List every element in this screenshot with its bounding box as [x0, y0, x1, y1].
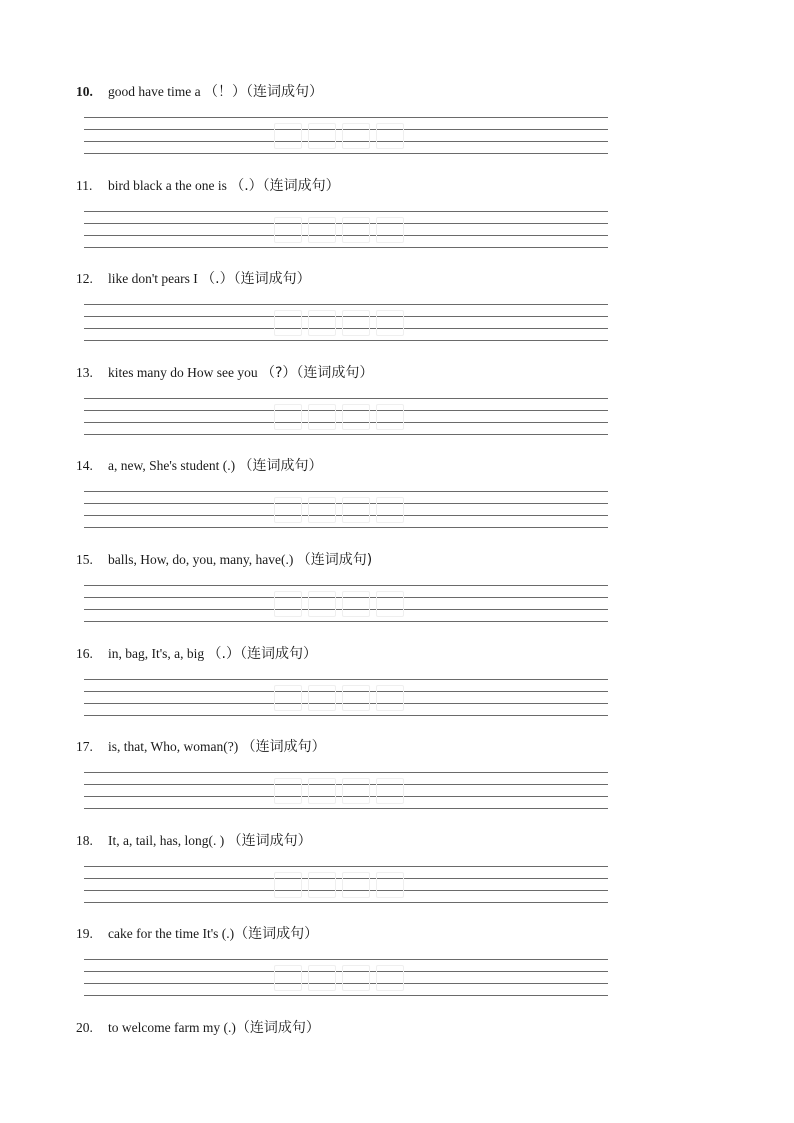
instruction-tag: （连词成句） — [241, 739, 326, 755]
question-number: 18. — [76, 833, 93, 848]
writing-rule — [84, 679, 608, 680]
watermark-glyph — [308, 404, 336, 430]
instruction-tag: （！）（连词成句） — [203, 84, 323, 100]
scrambled-words: like don't pears I — [108, 271, 202, 286]
watermark-glyph — [308, 591, 336, 617]
answer-lines[interactable] — [84, 772, 608, 810]
scrambled-words: kites many do How see you — [108, 365, 261, 380]
writing-rule — [84, 527, 608, 528]
writing-rule — [84, 117, 608, 118]
watermark-glyph — [274, 685, 302, 711]
question-number: 12. — [76, 271, 93, 286]
watermark-glyph — [376, 404, 404, 430]
watermark-glyph — [308, 310, 336, 336]
watermark-logo — [274, 778, 404, 804]
watermark-logo — [274, 217, 404, 243]
watermark-glyph — [342, 497, 370, 523]
writing-rule — [84, 304, 608, 305]
writing-rule — [84, 959, 608, 960]
writing-rule — [84, 808, 608, 809]
watermark-glyph — [342, 123, 370, 149]
watermark-glyph — [308, 123, 336, 149]
question-number: 11. — [76, 178, 93, 193]
scrambled-words: is, that, Who, woman(?) — [108, 739, 242, 754]
watermark-glyph — [274, 404, 302, 430]
instruction-tag: （连词成句） — [235, 1020, 320, 1036]
question-number: 15. — [76, 552, 93, 567]
watermark-glyph — [308, 872, 336, 898]
writing-rule — [84, 621, 608, 622]
watermark-glyph — [342, 778, 370, 804]
watermark-logo — [274, 497, 404, 523]
watermark-glyph — [342, 685, 370, 711]
writing-rule — [84, 491, 608, 492]
watermark-logo — [274, 685, 404, 711]
answer-lines[interactable] — [84, 398, 608, 436]
watermark-glyph — [376, 685, 404, 711]
watermark-glyph — [274, 778, 302, 804]
question-number: 16. — [76, 646, 93, 661]
question-number: 20. — [76, 1020, 93, 1035]
question-prompt — [76, 364, 373, 382]
answer-lines[interactable] — [84, 679, 608, 717]
watermark-glyph — [308, 965, 336, 991]
question-prompt — [76, 457, 323, 475]
writing-rule — [84, 247, 608, 248]
question-number: 19. — [76, 926, 93, 941]
question-prompt — [76, 925, 318, 943]
question-prompt — [76, 551, 372, 569]
answer-lines[interactable] — [84, 491, 608, 529]
instruction-tag: （.）（连词成句） — [201, 271, 311, 287]
scrambled-words: It, a, tail, has, long(. ) — [108, 833, 228, 848]
watermark-glyph — [376, 872, 404, 898]
instruction-tag: （?）（连词成句） — [260, 365, 374, 381]
question-number: 13. — [76, 365, 93, 380]
scrambled-words: good have time a — [108, 84, 204, 99]
instruction-tag: （连词成句） — [238, 458, 323, 474]
answer-lines[interactable] — [84, 959, 608, 997]
watermark-logo — [274, 123, 404, 149]
watermark-glyph — [376, 591, 404, 617]
watermark-glyph — [376, 497, 404, 523]
writing-rule — [84, 211, 608, 212]
watermark-glyph — [376, 778, 404, 804]
writing-rule — [84, 902, 608, 903]
instruction-tag: （.）（连词成句） — [207, 646, 317, 662]
watermark-glyph — [342, 872, 370, 898]
watermark-glyph — [376, 123, 404, 149]
question-number: 10. — [76, 84, 93, 99]
watermark-logo — [274, 310, 404, 336]
watermark-glyph — [274, 123, 302, 149]
watermark-glyph — [342, 965, 370, 991]
watermark-glyph — [342, 310, 370, 336]
watermark-logo — [274, 591, 404, 617]
question-prompt — [76, 738, 326, 756]
question-prompt — [76, 177, 340, 195]
watermark-glyph — [342, 217, 370, 243]
writing-rule — [84, 153, 608, 154]
watermark-glyph — [376, 310, 404, 336]
question-prompt — [76, 1019, 320, 1037]
writing-rule — [84, 995, 608, 996]
answer-lines[interactable] — [84, 117, 608, 155]
answer-lines[interactable] — [84, 211, 608, 249]
scrambled-words: cake for the time It's (.) — [108, 926, 235, 941]
watermark-logo — [274, 965, 404, 991]
question-prompt — [76, 645, 317, 663]
watermark-glyph — [376, 217, 404, 243]
question-prompt — [76, 83, 323, 101]
writing-rule — [84, 585, 608, 586]
watermark-glyph — [308, 778, 336, 804]
scrambled-words: in, bag, It's, a, big — [108, 646, 208, 661]
watermark-glyph — [274, 872, 302, 898]
question-number: 14. — [76, 458, 93, 473]
instruction-tag: （.）（连词成句） — [230, 178, 340, 194]
watermark-glyph — [308, 497, 336, 523]
watermark-glyph — [274, 310, 302, 336]
watermark-glyph — [308, 685, 336, 711]
instruction-tag: （连词成句） — [234, 926, 319, 942]
instruction-tag: （连词成句） — [227, 833, 312, 849]
watermark-logo — [274, 872, 404, 898]
watermark-glyph — [376, 965, 404, 991]
answer-lines[interactable] — [84, 866, 608, 904]
question-number: 17. — [76, 739, 93, 754]
scrambled-words: a, new, She's student (.) — [108, 458, 239, 473]
scrambled-words: bird black a the one is — [108, 178, 231, 193]
writing-rule — [84, 340, 608, 341]
question-prompt — [76, 832, 312, 850]
writing-rule — [84, 434, 608, 435]
watermark-logo — [274, 404, 404, 430]
writing-rule — [84, 772, 608, 773]
watermark-glyph — [274, 591, 302, 617]
scrambled-words: balls, How, do, you, many, have(.) — [108, 552, 297, 567]
watermark-glyph — [342, 591, 370, 617]
watermark-glyph — [274, 965, 302, 991]
watermark-glyph — [274, 497, 302, 523]
watermark-glyph — [308, 217, 336, 243]
answer-lines[interactable] — [84, 585, 608, 623]
instruction-tag: （连词成句) — [296, 552, 373, 568]
scrambled-words: to welcome farm my (.) — [108, 1020, 236, 1035]
writing-rule — [84, 715, 608, 716]
watermark-glyph — [274, 217, 302, 243]
question-prompt — [76, 270, 311, 288]
writing-rule — [84, 398, 608, 399]
answer-lines[interactable] — [84, 304, 608, 342]
watermark-glyph — [342, 404, 370, 430]
writing-rule — [84, 866, 608, 867]
